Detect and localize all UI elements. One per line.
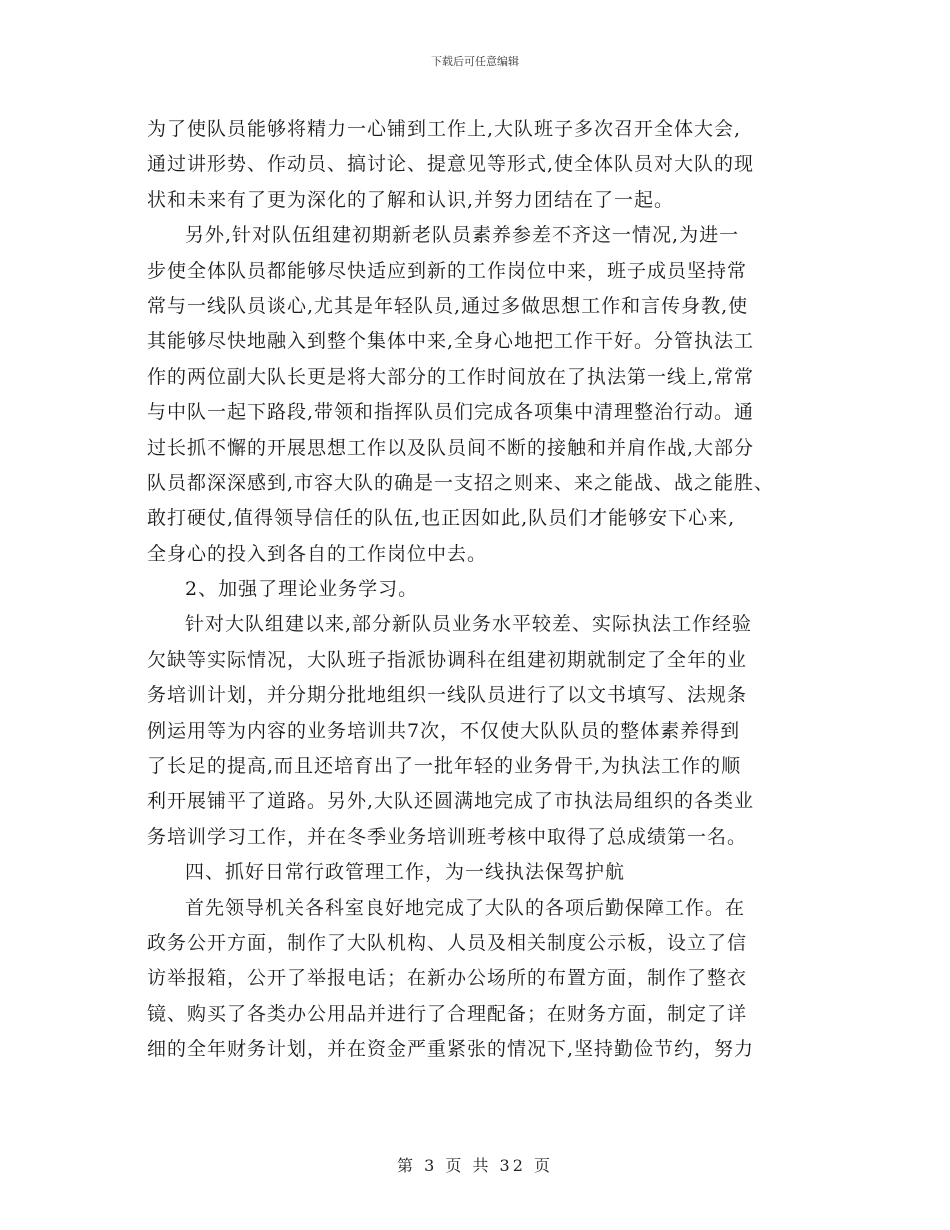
text-line: 首先领导机关各科室良好地完成了大队的各项后勤保障工作。在 — [185, 896, 746, 919]
text-line: 状和未来有了更为深化的了解和认识,并努力团结在了一起。 — [147, 188, 675, 211]
document-body — [147, 112, 812, 1068]
text-line: 步使全体队员都能够尽快适应到新的工作岗位中来，班子成员坚持常 — [147, 259, 748, 282]
text-line: 通过讲形势、作动员、搞讨论、提意见等形式,使全体队员对大队的现 — [147, 153, 755, 176]
text-line: 与中队一起下路段,带领和指挥队员们完成各项集中清理整治行动。通 — [147, 401, 755, 424]
text-line: 其能够尽快地融入到整个集体中来,全身心地把工作干好。分管执法工 — [147, 330, 755, 353]
text-line: 访举报箱，公开了举报电话；在新办公场所的布置方面，制作了整衣 — [147, 967, 748, 990]
text-line: 欠缺等实际情况，大队班子指派协调科在组建初期就制定了全年的业 — [147, 648, 748, 671]
text-line: 例运用等为内容的业务培训共7次，不仅使大队队员的整体素养得到 — [147, 719, 741, 742]
text-line: 另外,针对队伍组建初期新老队员素养参差不齐这一情况,为进一 — [185, 224, 740, 247]
text-line: 队员都深深感到,市容大队的确是一支招之则来、来之能战、战之能胜、 — [147, 471, 775, 494]
header-note: 下载后可任意编辑 — [431, 55, 519, 68]
text-line: 务培训学习工作，并在冬季业务培训班考核中取得了总成绩第一名。 — [147, 825, 748, 848]
text-line: 务培训计划，并分期分批地组织一线队员进行了以文书填写、法规条 — [147, 684, 748, 707]
text-line: 四、抓好日常行政管理工作，为一线执法保驾护航 — [185, 861, 626, 884]
text-line: 镜、购买了各类办公用品并进行了合理配备；在财务方面，制定了详 — [147, 1002, 748, 1025]
text-line: 2、加强了理论业务学习。 — [185, 578, 419, 601]
text-line: 针对大队组建以来,部分新队员业务水平较差、实际执法工作经验 — [185, 613, 753, 636]
page-number-footer: 第 3 页 共 32 页 — [397, 1156, 553, 1175]
text-line: 作的两位副大队长更是将大部分的工作时间放在了执法第一线上,常常 — [147, 365, 755, 388]
text-line: 细的全年财务计划，并在资金严重紧张的情况下,坚持勤俭节约，努力 — [147, 1038, 755, 1061]
text-line: 为了使队员能够将精力一心铺到工作上,大队班子多次召开全体大会, — [147, 118, 742, 140]
text-line: 过长抓不懈的开展思想工作以及队员间不断的接触和并肩作战,大部分 — [147, 436, 755, 459]
text-line: 利开展铺平了道路。另外,大队还圆满地完成了市执法局组织的各类业 — [147, 790, 755, 813]
text-line: 敢打硬仗,值得领导信任的队伍,也正因如此,队员们才能够安下心来, — [147, 507, 736, 530]
text-line: 全身心的投入到各自的工作岗位中去。 — [147, 542, 488, 565]
text-line: 政务公开方面，制作了大队机构、人员及相关制度公示板，设立了信 — [147, 931, 748, 954]
text-line: 常与一线队员谈心,尤其是年轻队员,通过多做思想工作和言传身教,使 — [147, 294, 749, 317]
text-line: 了长足的提高,而且还培育出了一批年轻的业务骨干,为执法工作的顺 — [147, 755, 742, 778]
